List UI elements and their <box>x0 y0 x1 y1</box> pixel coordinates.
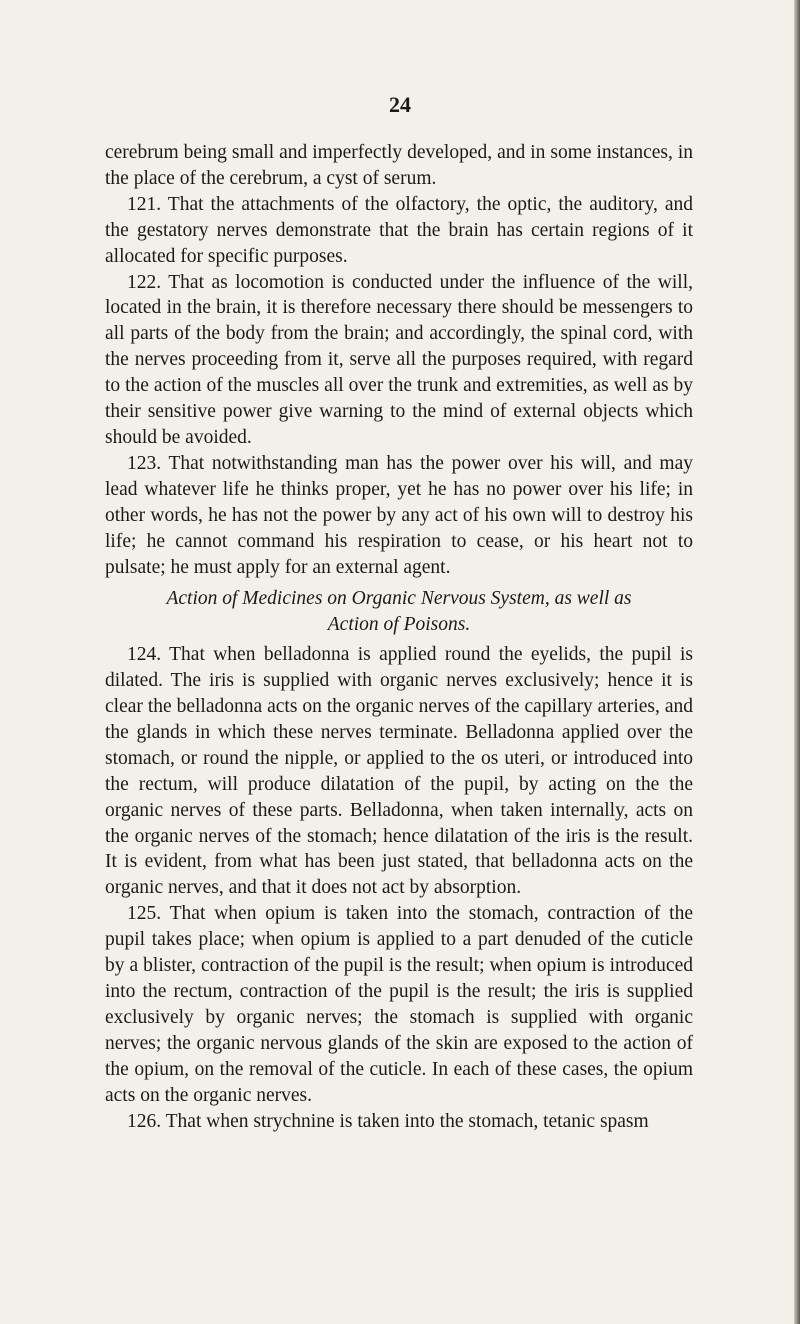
section-heading <box>105 586 693 638</box>
section-heading-line-1: Action of Medicines on Organic Nervous System, as well as <box>166 588 632 610</box>
section-heading-line-2: Action of Poisons. <box>327 614 471 636</box>
page-edge-shadow <box>794 0 800 1324</box>
paragraph-continuation: cerebrum being small and imperfectly developed, and in some instances, in the place of the cerebrum, a cyst of serum. <box>105 142 693 189</box>
body-text <box>105 140 693 1134</box>
paragraph-122: 122. That as locomotion is conducted under the influence of the will, located in the brain, it is therefore necessary there should be messengers to all parts of the body from the brain; and accordingly, the spinal cord, with the nerves proceeding from it, serve all the purposes required, with regard to the action of the muscles all over the trunk and extremities, as well as by their sensitive power give warning to the mind of external objects which should be avoided. <box>105 271 693 448</box>
paragraph-126: 126. That when strychnine is taken into the stomach, tetanic spasm <box>127 1110 649 1132</box>
paragraph-125: 125. That when opium is taken into the stomach, contraction of the pupil takes place; when opium is applied to a part denuded of the cuticle by a blister, contraction of the pupil is the result; when opium is introduced into the rectum, contraction of the pupil is the result; the iris is supplied exclusively by organic nerves; the stomach is supplied with organic nerves; the organic nervous glands of the skin are exposed to the action of the opium, on the removal of the cuticle. In each of these cases, the opium acts on the organic nerves. <box>105 903 693 1106</box>
page-number: 24 <box>389 92 411 117</box>
paragraph-124: 124. That when belladonna is applied round the eyelids, the pupil is dilated. The iris is supplied with organic nerves exclusively; hence it is clear the belladonna acts on the organic nerves of the capillary arteries, and the glands in which these nerves terminate. Belladonna applied over the stomach, or round the nipple, or applied to the os uteri, or introduced into the rectum, will produce dilatation of the pupil, by acting on the the organic nerves of these parts. Belladonna, when taken internally, acts on the organic nerves of the stomach; hence dilatation of the iris is the result. It is evident, from what has been just stated, that belladonna acts on the organic nerves, and that it does not act by absorption. <box>105 644 693 899</box>
paragraph-123: 123. That notwithstanding man has the power over his will, and may lead whatever life he thinks proper, yet he has no power over his life; in other words, he has not the power by any act of his own will to destroy his life; he cannot command his respiration to cease, or his heart not to pulsate; he must apply for an external agent. <box>105 452 693 578</box>
paragraph-121: 121. That the attachments of the olfactory, the optic, the auditory, and the gestatory nerves demonstrate that the brain has certain regions of it allocated for specific purposes. <box>105 193 693 267</box>
